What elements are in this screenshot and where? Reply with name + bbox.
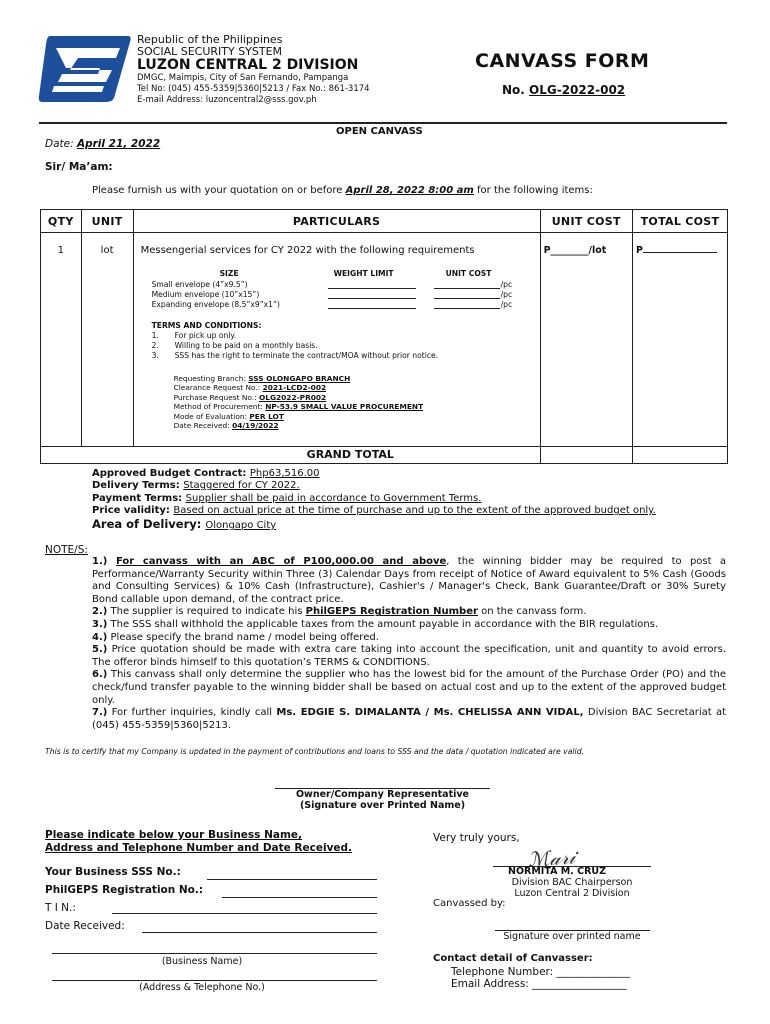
note-number: 2.): [92, 606, 108, 618]
term-text: Willing to be paid on a monthly basis.: [174, 341, 318, 351]
detail-evaluation-mode: [174, 412, 424, 421]
note-emphasis: For canvass with an ABC of P100,000.00 and above: [115, 556, 447, 567]
term-item-3: [152, 351, 439, 360]
unit-value: lot: [100, 245, 114, 257]
canvasser-sig-caption: Signature over printed name: [503, 931, 641, 942]
signer-title-1: Division BAC Chairperson: [511, 877, 633, 888]
price-validity-line: [92, 505, 656, 517]
area-delivery-label: Area of Delivery:: [92, 517, 206, 532]
term-number: 3.: [151, 351, 159, 361]
detail-date-received: [174, 421, 424, 430]
unitcost-subheader: UNIT COST: [445, 269, 492, 279]
intro-deadline: April 28, 2022 8:00 am: [345, 185, 474, 196]
address-tel-caption: (Address & Telephone No.): [139, 982, 265, 993]
canvasser-phone[interactable]: Telephone Number: ______________: [451, 966, 631, 978]
canvassed-by-label: Canvassed by:: [433, 898, 506, 909]
grand-total-unit-cell: [540, 446, 632, 463]
term-text: For pick up only.: [174, 331, 237, 341]
term-item-2: [152, 341, 318, 350]
qty-cell: [41, 233, 82, 447]
payment-terms-label: Payment Terms:: [92, 492, 186, 504]
table-row: [41, 233, 728, 447]
note-text: The SSS shall withhold the applicable taxes from the amount payable in accordance with the BIR regulations.: [107, 618, 659, 630]
price-validity-value: Based on actual price at the time of purchase and up to the extent of the approved budget only.: [173, 504, 656, 516]
qty-value: 1: [57, 245, 64, 257]
date-label: Date:: [45, 138, 77, 150]
size-subheader: SIZE: [219, 269, 239, 279]
form-number: [502, 83, 625, 97]
note-4: [92, 632, 726, 645]
handwritten-signature: ℳ𝒶𝓇𝒾: [527, 844, 576, 872]
total-cost-prefix: P: [635, 245, 643, 257]
detail-value: OLG2022-PR002: [258, 392, 327, 402]
grand-total-label: GRAND TOTAL: [306, 448, 394, 462]
notes-title: NOTE/S:: [45, 544, 88, 556]
date-value: April 21, 2022: [76, 138, 161, 150]
unit-cell: [81, 233, 133, 447]
note-text: on the canvass form.: [477, 606, 587, 618]
detail-value: 2021-LCD2-002: [262, 383, 327, 393]
certification-text: This is to certify that my Company is updated in the payment of contributions and loans to SSS and the data / quotation indicated are valid.: [45, 747, 585, 756]
note-6: [92, 669, 726, 707]
very-truly-yours: Very truly yours,: [433, 832, 520, 844]
envelope-small: Small envelope (4”x9.5”): [151, 280, 248, 290]
payment-terms-value: Supplier shall be paid in accordance to Government Terms.: [185, 492, 482, 504]
form-number-label: No.: [502, 83, 530, 97]
sss-no-field[interactable]: [207, 879, 377, 880]
detail-label: Requesting Branch:: [173, 374, 249, 384]
term-number: 2.: [151, 341, 159, 351]
detail-procurement-method: [174, 402, 424, 411]
detail-label: Mode of Evaluation:: [173, 411, 250, 421]
division-line: LUZON CENTRAL 2 DIVISION: [137, 57, 359, 73]
note-number: 7.): [92, 707, 108, 719]
country-line: Republic of the Philippines: [137, 33, 283, 46]
instruction-line-2: Address and Telephone Number and Date Received.: [45, 842, 353, 854]
grand-total-value-cell[interactable]: [632, 446, 727, 463]
note-7: [92, 707, 726, 732]
delivery-terms-line: [92, 480, 656, 492]
term-item-1: [152, 331, 237, 340]
envelope-medium: Medium envelope (10”x15”): [151, 290, 260, 300]
note-number: 4.): [92, 631, 108, 643]
note-5: [92, 644, 726, 669]
note-3: [92, 619, 726, 632]
grand-total-label-cell: [41, 446, 541, 463]
note-number: 1.): [92, 556, 116, 567]
philgeps-label: PhilGEPS Registration No.:: [45, 884, 204, 896]
abc-value: Php63,516.00: [249, 468, 320, 479]
abc-label: Approved Budget Contract:: [92, 468, 250, 479]
detail-label: Clearance Request No.:: [173, 383, 263, 393]
signer-title-2: Luzon Central 2 Division: [514, 888, 630, 899]
items-table: [40, 209, 728, 464]
philgeps-field[interactable]: [222, 897, 377, 898]
signer-name: NORMITA M. CRUZ: [508, 866, 606, 877]
note-text: Please specify the brand name / model being offered.: [107, 631, 379, 643]
tin-label: T I N.:: [45, 902, 76, 914]
owner-rep-label: Owner/Company Representative: [295, 789, 470, 800]
grand-total-row: [41, 446, 728, 463]
contact-title: Contact detail of Canvasser:: [433, 953, 593, 964]
detail-purchase-request-no: [174, 393, 424, 402]
envelope-expanding: Expanding envelope (8.5”x9”x1”): [151, 300, 280, 310]
detail-clearance-no: [174, 383, 424, 392]
detail-label: Date Received:: [173, 421, 233, 431]
item-description: Messengerial services for CY 2022 with the following requirements: [140, 245, 475, 257]
tel-line: Tel No: (045) 455-5359|5360|5213 / Fax No.: 861-3174: [137, 84, 370, 94]
detail-value: SSS OLONGAPO BRANCH: [248, 374, 351, 384]
note-number: 6.): [92, 669, 108, 681]
note-2: [92, 606, 726, 619]
detail-label: Method of Procurement:: [173, 402, 266, 412]
abc-line: [92, 468, 656, 480]
form-title: CANVASS FORM: [475, 50, 650, 72]
terms-title: TERMS AND CONDITIONS:: [151, 321, 262, 331]
address-tel-field[interactable]: [52, 980, 377, 981]
weight-subheader: WEIGHT LIMIT: [333, 269, 394, 279]
envelope-cost-unit-1: /pc: [500, 280, 513, 290]
table-header-row: [41, 210, 728, 233]
tin-field[interactable]: [112, 913, 377, 914]
details-block: [174, 374, 424, 430]
weight-blank-1[interactable]: [328, 288, 416, 289]
particulars-header: PARTICULARS: [133, 210, 540, 233]
envelope-cost-unit-3: /pc: [500, 300, 513, 310]
salutation: Sir/ Ma’am:: [45, 161, 113, 173]
particulars-cell: [133, 233, 540, 447]
note-text: The supplier is required to indicate his: [107, 606, 306, 618]
area-delivery-value: Olongapo City: [205, 520, 277, 532]
detail-value: PER LOT: [249, 411, 284, 421]
canvasser-email[interactable]: Email Address: __________________: [451, 978, 627, 990]
unit-cost-value: P________/lot: [543, 245, 607, 257]
email-line: E-mail Address: luzoncentral2@sss.gov.ph: [137, 95, 317, 105]
form-number-value: OLG-2022-002: [529, 83, 626, 97]
note-text: , the winning bidder may be required to post a Performance/Warranty Security within Three (3) Calendar Days from receipt of Notice of Award equivalent to 5% Cash (Goods and Consulting Services) & 10% Cash (Infrastructure), Cashier's / Manager's Check, Bank Guarantee/Draft or 30% Surety Bond callable upon demand, of the contract price.: [92, 556, 727, 605]
note-emphasis: PhilGEPS Registration Number: [305, 606, 478, 618]
instruction-line-1: Please indicate below your Business Name,: [45, 829, 302, 841]
note-number: 3.): [92, 618, 108, 630]
envelope-cost-blank-3[interactable]: [434, 308, 500, 309]
area-delivery-line: [92, 518, 656, 532]
agency-line: SOCIAL SECURITY SYSTEM: [137, 45, 283, 58]
header-rule: [39, 122, 727, 124]
intro-after: for the following items:: [473, 185, 593, 196]
date-received-label: Date Received:: [45, 920, 125, 932]
note-emphasis: Ms. EDGIE S. DIMALANTA / Ms. CHELISSA ANN VIDAL,: [276, 707, 584, 719]
intro-text: [92, 185, 593, 196]
envelope-cost-blank-2[interactable]: [434, 298, 500, 299]
delivery-terms-label: Delivery Terms:: [92, 480, 184, 492]
total-cost-blank[interactable]: [643, 252, 717, 253]
note-text: This canvass shall only determine the supplier who has the lowest bid for the amount of the Purchase Order (PO) and the check/fund transfer payable to the winning bidder shall be based on actual cost and up to the extent of the approved budget only.: [92, 669, 726, 706]
sss-no-label: Your Business SSS No.:: [45, 866, 181, 878]
note-text: For further inquiries, kindly call: [107, 707, 277, 719]
unit-cost-header: UNIT COST: [540, 210, 632, 233]
qty-header: QTY: [41, 210, 82, 233]
term-number: 1.: [151, 331, 159, 341]
total-cost-header: TOTAL COST: [632, 210, 727, 233]
detail-value: 04/19/2022: [232, 421, 279, 431]
price-validity-label: Price validity:: [92, 504, 174, 516]
date-received-field[interactable]: [142, 932, 377, 933]
weight-blank-2[interactable]: [328, 298, 416, 299]
sss-logo: [36, 34, 134, 104]
note-text: Price quotation should be made with extra care taking into account the specification, unit and quantity to avoid errors. The offeror binds himself to this quotation’s TERMS & CONDITIONS.: [92, 644, 726, 668]
envelope-cost-blank-1[interactable]: [434, 288, 500, 289]
unit-header: UNIT: [81, 210, 133, 233]
intro-before: Please furnish us with your quotation on or before: [92, 185, 346, 196]
business-name-caption: (Business Name): [161, 956, 243, 967]
detail-requesting-branch: [174, 374, 424, 383]
terms-block: [92, 468, 656, 532]
business-name-field[interactable]: [52, 953, 377, 954]
date-line: [45, 138, 160, 150]
detail-label: Purchase Request No.:: [173, 392, 259, 402]
note-number: 5.): [92, 644, 108, 656]
note-text: Division BAC Secretariat at (045) 455-5359|5360|5213.: [92, 707, 727, 731]
total-cost-cell[interactable]: [632, 233, 727, 447]
payment-terms-line: [92, 493, 656, 505]
term-text: SSS has the right to terminate the contract/MOA without prior notice.: [174, 351, 439, 361]
owner-sig-label: (Signature over Printed Name): [299, 800, 466, 811]
unit-cost-cell[interactable]: [540, 233, 632, 447]
address-line: DMGC, Maimpis, City of San Fernando, Pampanga: [137, 73, 349, 83]
note-1: [92, 556, 726, 606]
open-canvass-heading: OPEN CANVASS: [336, 126, 423, 137]
detail-value: NP-53.9 SMALL VALUE PROCUREMENT: [265, 402, 424, 412]
delivery-terms-value: Staggered for CY 2022.: [183, 480, 300, 492]
notes-block: [92, 556, 726, 732]
envelope-cost-unit-2: /pc: [500, 290, 513, 300]
weight-blank-3[interactable]: [328, 308, 416, 309]
